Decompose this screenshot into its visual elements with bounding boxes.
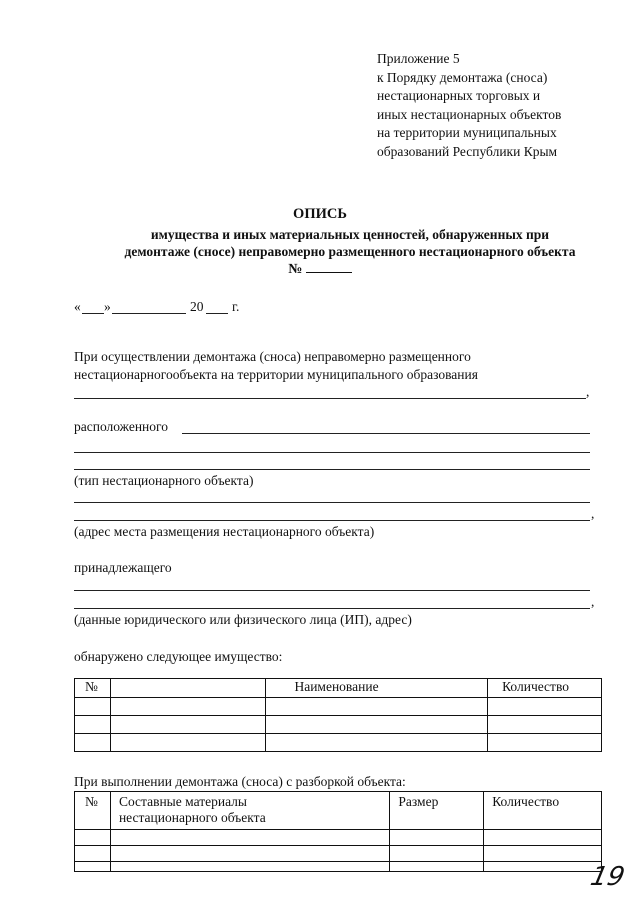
appendix-line: на территории муниципальных [377,125,557,140]
cell[interactable] [266,734,488,752]
document-number [0,260,640,278]
handwritten-page-number: 19 [587,862,628,892]
address-blank-2[interactable] [74,520,590,521]
date-year-suffix: г. [232,299,240,314]
comma: , [586,384,590,399]
table-row [75,698,602,716]
table-header-row [75,792,602,830]
cell[interactable] [75,862,111,872]
cell[interactable] [75,846,111,862]
number-blank[interactable] [306,260,352,273]
located-blank-2[interactable] [74,452,590,453]
section2-label: При выполнении демонтажа (сноса) с разборкой объекта: [74,774,406,789]
cell[interactable] [488,698,602,716]
intro-line-2: нестационарногообъекта на территории муниципального образования [74,367,478,382]
address-caption: (адрес места размещения нестационарного объекта) [74,524,375,539]
comma: , [591,594,595,609]
number-label: № [288,262,303,277]
cell[interactable] [390,846,484,862]
cell[interactable] [110,698,266,716]
cell[interactable] [390,862,484,872]
cell[interactable] [110,734,266,752]
appendix-block [377,50,561,161]
cell[interactable] [75,830,111,846]
appendix-line: Приложение 5 [377,51,460,66]
intro-line-1: При осуществлении демонтажа (сноса) неправомерно размещенного [74,349,471,364]
cell[interactable] [390,830,484,846]
subtitle-line-1: имущества и иных материальных ценностей, обнаруженных при [150,227,550,242]
cell[interactable] [110,830,389,846]
appendix-line: к Порядку демонтажа (сноса) [377,69,548,85]
cell[interactable] [110,846,389,862]
cell[interactable] [75,734,111,752]
document-subtitle [60,226,640,260]
owner-blank[interactable] [74,590,590,591]
cell[interactable] [266,716,488,734]
appendix-line: образований Республики Крым [377,143,558,159]
header-number: № [75,679,111,698]
header-materials: Составные материалы нестационарного объекта [110,792,389,830]
address-blank[interactable] [74,502,590,503]
date-open-quote: « [74,299,81,314]
date-day-blank[interactable] [82,313,104,314]
comma: , [591,506,595,521]
header-blank [110,679,266,698]
cell[interactable] [75,698,111,716]
table-row [75,846,602,862]
property-table [74,678,602,752]
header-quantity: Количество [488,679,602,698]
municipality-blank[interactable] [74,398,586,399]
materials-table [74,791,602,872]
located-blank[interactable] [182,433,590,434]
cell[interactable] [484,846,602,862]
date-year-blank[interactable] [206,313,228,314]
type-caption: (тип нестационарного объекта) [74,473,254,488]
type-blank[interactable] [74,469,590,470]
table-row [75,716,602,734]
cell[interactable] [266,698,488,716]
header-number: № [75,792,111,830]
date-month-blank[interactable] [112,313,186,314]
table-row [75,734,602,752]
belonging-label: принадлежащего [74,560,172,575]
cell[interactable] [488,716,602,734]
header-name: Наименование [266,679,488,698]
owner-caption: (данные юридического или физического лица (ИП), адрес) [74,612,412,627]
date-close-quote: » [104,299,111,314]
date-year-prefix: 20 [190,299,204,314]
table-header-row [75,679,602,698]
appendix-line: иных нестационарных объектов [377,106,562,122]
table-row [75,862,602,872]
owner-blank-2[interactable] [74,608,590,609]
subtitle-line-2: демонтаже (сносе) неправомерно размещенного нестационарного объекта [124,244,576,259]
header-size: Размер [390,792,484,830]
header-quantity: Количество [484,792,602,830]
cell[interactable] [110,862,389,872]
cell[interactable] [488,734,602,752]
cell[interactable] [110,716,266,734]
table-row [75,830,602,846]
cell[interactable] [484,862,602,872]
document-title: ОПИСЬ [293,206,347,222]
located-label: расположенного [74,419,168,434]
cell[interactable] [75,716,111,734]
cell[interactable] [484,830,602,846]
found-label: обнаружено следующее имущество: [74,649,283,664]
appendix-line: нестационарных торговых и [377,88,541,103]
